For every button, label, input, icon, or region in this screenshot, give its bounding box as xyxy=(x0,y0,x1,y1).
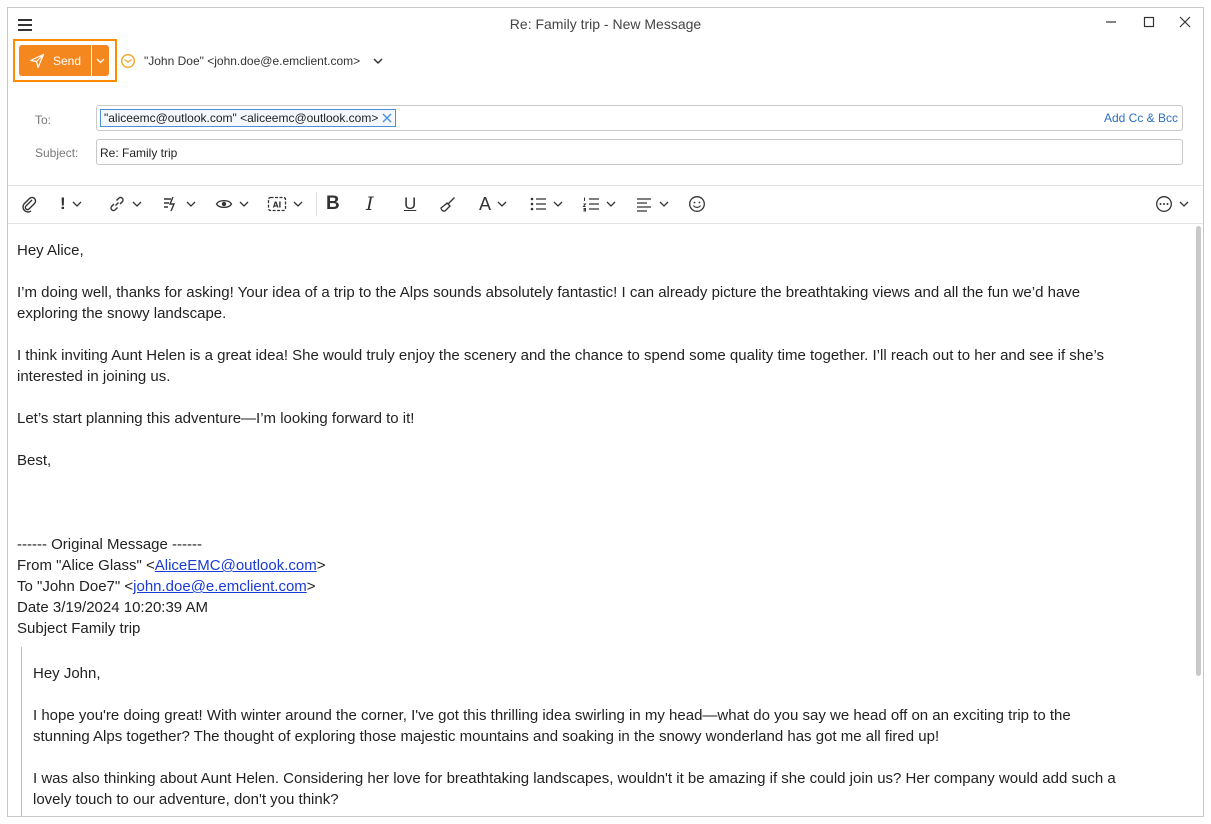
to-label: To: xyxy=(35,113,52,127)
priority-button[interactable] xyxy=(60,193,82,215)
link-button[interactable] xyxy=(108,193,142,215)
vertical-scrollbar[interactable] xyxy=(1193,224,1203,817)
from-selector[interactable] xyxy=(120,52,384,70)
chevron-down-icon xyxy=(96,58,105,64)
chevron-down-icon xyxy=(497,201,507,207)
quoted-paragraph: I was also thinking about Aunt Helen. Considering her love for breathtaking landscapes, wouldn't it be amazing if she could join us? Her company would add such a xyxy=(33,770,1116,787)
svg-text:AI: AI xyxy=(272,200,282,210)
maximize-button[interactable] xyxy=(1134,13,1164,35)
chevron-down-icon xyxy=(239,201,249,207)
bold-icon: B xyxy=(326,193,340,214)
original-to-email-link[interactable]: john.doe@e.emclient.com xyxy=(133,578,307,595)
underline-icon: U xyxy=(404,194,417,213)
toolbar-divider xyxy=(316,192,317,216)
reply-paragraph: interested in joining us. xyxy=(17,368,171,385)
send-highlight-frame xyxy=(13,39,117,82)
font-button[interactable] xyxy=(479,193,507,215)
to-field[interactable] xyxy=(96,105,1183,131)
quick-text-button[interactable] xyxy=(162,193,196,215)
font-icon: A xyxy=(479,193,492,214)
align-left-icon xyxy=(635,195,653,213)
minimize-button[interactable] xyxy=(1096,13,1126,35)
chevron-down-icon xyxy=(132,201,142,207)
original-message-header: ------ Original Message ------ xyxy=(17,536,202,553)
chevron-down-icon xyxy=(372,57,384,65)
numbering-button[interactable] xyxy=(582,193,616,215)
quoted-paragraph: I hope you're doing great! With winter around the corner, I've got this thrilling idea swirling in my head—what do you say we head off on an exciting trip to the xyxy=(33,707,1071,724)
chevron-down-icon xyxy=(659,201,669,207)
maximize-icon xyxy=(1143,16,1155,28)
chevron-down-icon xyxy=(1179,201,1189,207)
reply-paragraph: I’m doing well, thanks for asking! Your idea of a trip to the Alps sounds absolutely fantastic! I can already picture the breathtaking views and all the fun we’d have xyxy=(17,284,1081,301)
recipient-address: "aliceemc@outlook.com" <aliceemc@outlook.com> xyxy=(104,111,379,125)
ai-icon xyxy=(267,195,287,213)
bold-button[interactable] xyxy=(326,193,340,215)
underline-button[interactable] xyxy=(404,193,416,215)
close-button[interactable] xyxy=(1170,13,1200,35)
subject-label: Subject: xyxy=(35,146,79,160)
quoted-greeting: Hey John, xyxy=(33,665,101,682)
italic-icon: I xyxy=(366,193,374,215)
chevron-down-icon xyxy=(186,201,196,207)
send-label: Send xyxy=(52,53,82,68)
priority-icon: ! xyxy=(60,194,66,213)
emoji-button[interactable] xyxy=(688,193,706,215)
chevron-down-icon xyxy=(72,201,82,207)
close-icon xyxy=(1179,16,1191,28)
brush-icon xyxy=(439,195,457,213)
minimize-icon xyxy=(1105,16,1117,28)
from-address: "John Doe" <john.doe@e.emclient.com> xyxy=(144,54,361,68)
numbered-list-icon xyxy=(582,195,600,213)
reply-paragraph: Let’s start planning this adventure—I’m looking forward to it! xyxy=(17,410,415,427)
paper-plane-icon xyxy=(29,53,45,69)
window-title: Re: Family trip - New Message xyxy=(509,16,702,32)
more-options-button[interactable] xyxy=(1155,193,1189,215)
account-icon xyxy=(120,53,136,69)
preview-button[interactable] xyxy=(215,193,249,215)
original-subject-line: Subject Family trip xyxy=(17,620,141,637)
link-icon xyxy=(108,195,126,213)
ai-assistant-button[interactable] xyxy=(267,193,303,215)
more-icon xyxy=(1155,195,1173,213)
smiley-icon xyxy=(688,195,706,213)
message-body-editor[interactable] xyxy=(8,224,1194,817)
recipient-chip[interactable] xyxy=(100,109,396,127)
reply-greeting: Hey Alice, xyxy=(17,242,84,259)
paperclip-icon xyxy=(20,195,38,213)
send-button[interactable] xyxy=(19,45,91,76)
template-icon xyxy=(162,195,180,213)
quoted-paragraph: lovely touch to our adventure, don't you think? xyxy=(33,791,339,808)
scrollbar-thumb[interactable] xyxy=(1196,226,1201,676)
original-to-line: To "John Doe7" <john.doe@e.emclient.com> xyxy=(17,578,316,595)
eye-icon xyxy=(215,195,233,213)
bullets-button[interactable] xyxy=(529,193,563,215)
italic-button[interactable] xyxy=(366,193,374,215)
reply-closing: Best, xyxy=(17,452,52,469)
original-from-email-link[interactable]: AliceEMC@outlook.com xyxy=(154,557,317,574)
compose-window xyxy=(7,7,1204,817)
original-date-line: Date 3/19/2024 10:20:39 AM xyxy=(17,599,208,616)
chevron-down-icon xyxy=(293,201,303,207)
reply-paragraph: I think inviting Aunt Helen is a great idea! She would truly enjoy the scenery and the chance to spend some quality time together. I’ll reach out to her and see if she’s xyxy=(17,347,1105,364)
quote-bar xyxy=(21,647,22,817)
add-cc-bcc-link[interactable]: Add Cc & Bcc xyxy=(1103,111,1178,125)
quoted-paragraph: stunning Alps together? The thought of exploring those majestic mountains and soaking in the snowy wonderland has got me all fired up! xyxy=(33,728,940,745)
title-bar xyxy=(8,8,1203,40)
bulleted-list-icon xyxy=(529,195,547,213)
remove-recipient-icon[interactable] xyxy=(382,113,392,123)
attach-button[interactable] xyxy=(20,193,38,215)
align-button[interactable] xyxy=(635,193,669,215)
format-painter-button[interactable] xyxy=(439,193,457,215)
reply-paragraph: exploring the snowy landscape. xyxy=(17,305,227,322)
chevron-down-icon xyxy=(606,201,616,207)
chevron-down-icon xyxy=(553,201,563,207)
original-from-line: From "Alice Glass" <AliceEMC@outlook.com> xyxy=(17,557,326,574)
formatting-toolbar xyxy=(8,186,1203,223)
subject-field[interactable]: Re: Family trip xyxy=(96,139,1183,165)
send-options-dropdown[interactable] xyxy=(92,45,109,76)
